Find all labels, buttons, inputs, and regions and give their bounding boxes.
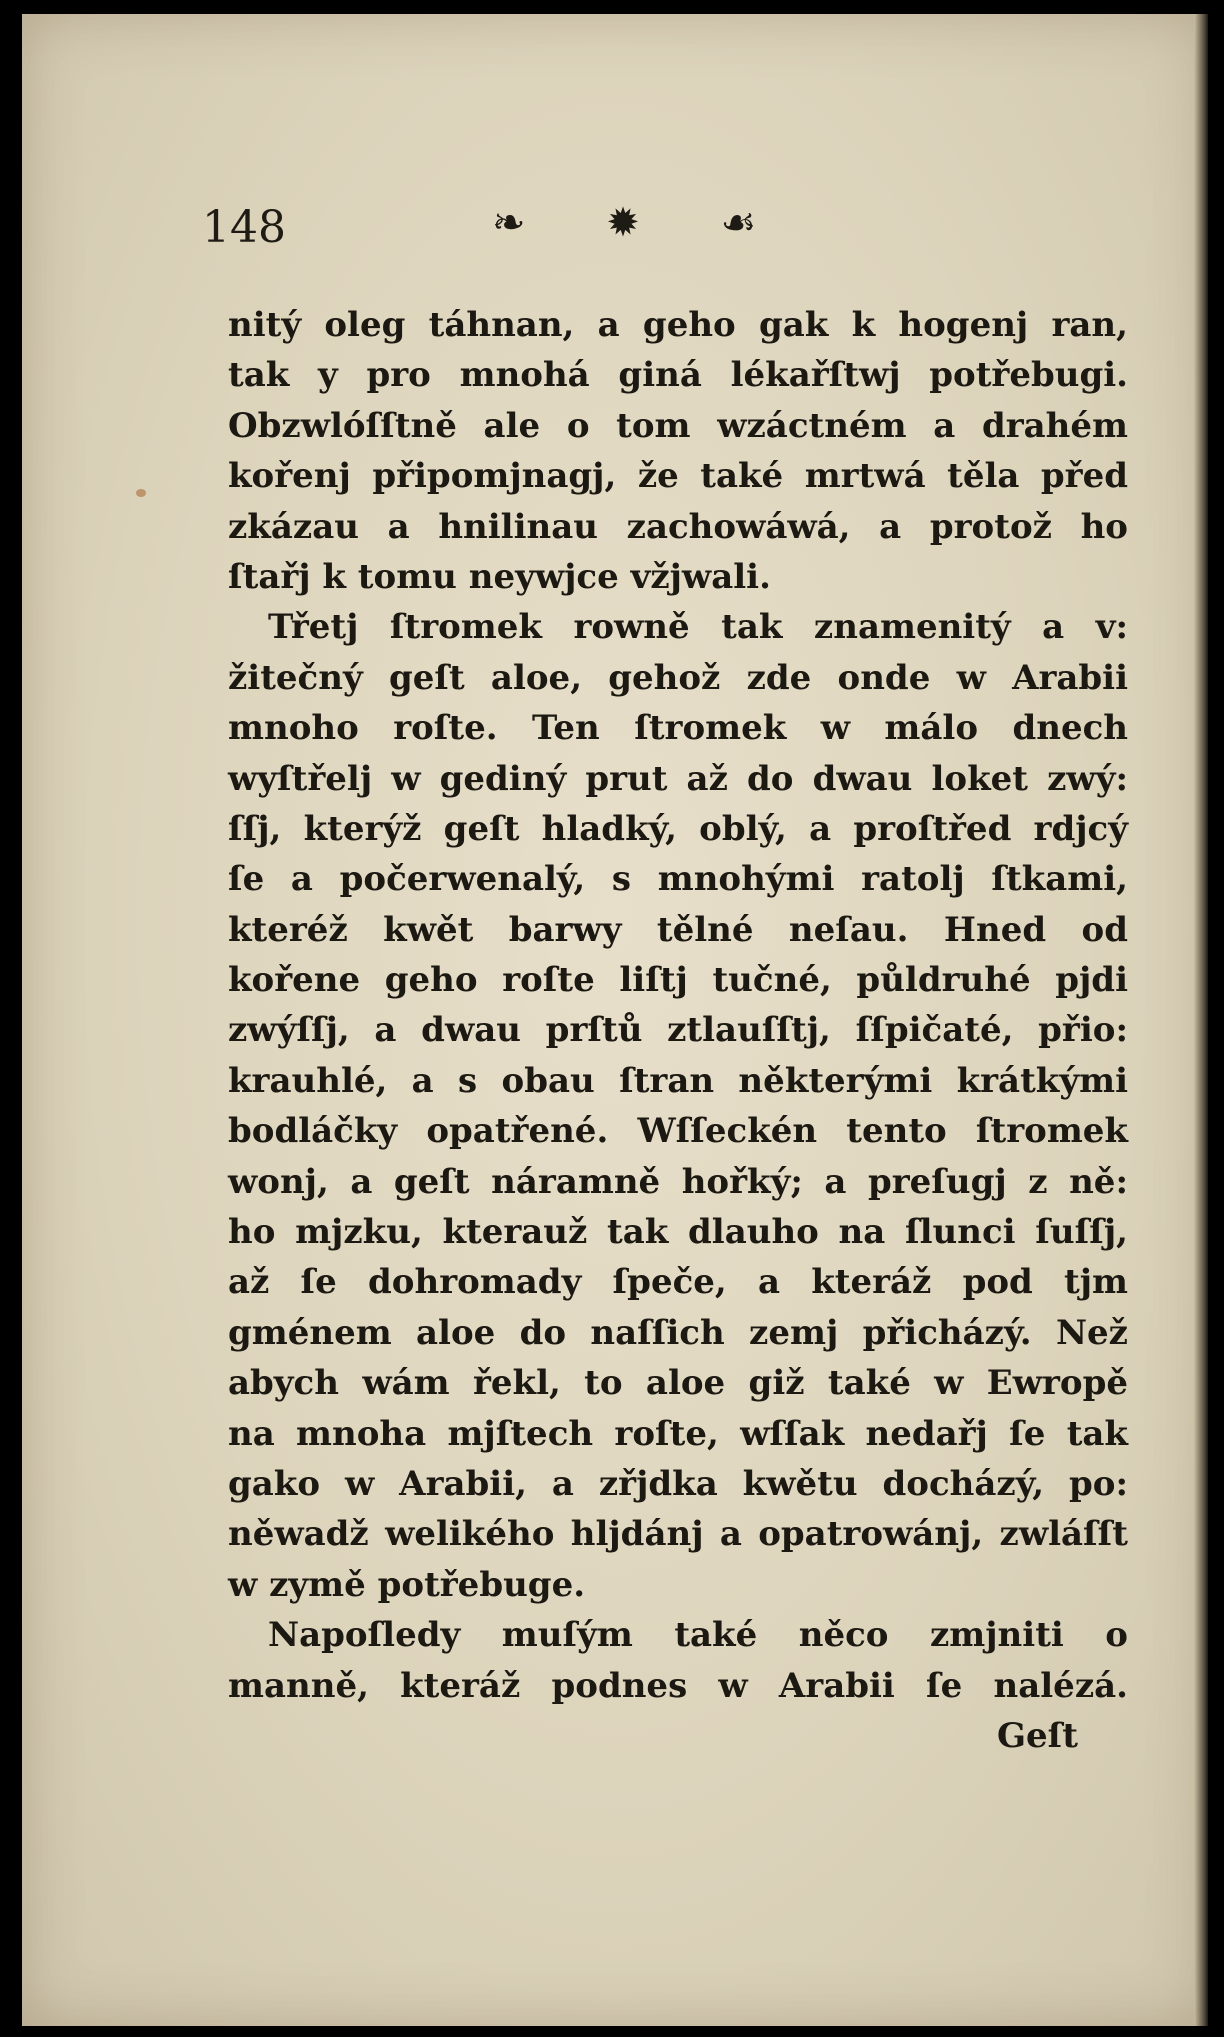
- running-head: [202, 202, 962, 262]
- text-line: až ſe dohromady ſpeče, a kteráž pod tjm: [228, 1262, 1128, 1303]
- scanned-page: [22, 14, 1208, 2026]
- text-line: Třetj ſtromek rowně tak znamenitý a v:: [268, 607, 1128, 648]
- text-line: zkázau a hnilinau zachowáwá, a protož ho: [228, 506, 1128, 547]
- text-line: bodláčky opatřené. Wſſeckén tento ſtromek: [228, 1111, 1128, 1152]
- header-ornament: ❧ ✹ ☙: [492, 200, 791, 246]
- page-number: 148: [202, 202, 286, 253]
- text-line: wyſtřelj w gediný prut až do dwau loket zwý:: [228, 758, 1128, 799]
- text-line: Obzwlóſſtně ale o tom wzáctném a drahém: [228, 405, 1128, 446]
- text-line: krauhlé, a s obau ſtran některými krátkými: [228, 1060, 1128, 1101]
- text-line: wonj, a geſt náramně hořký; a preſugj z ně:: [228, 1161, 1128, 1202]
- text-line: kořene geho roſte liſtj tučné, půldruhé pjdi: [228, 960, 1128, 1001]
- body-text: [228, 300, 1128, 1761]
- text-line: ſtařj k tomu neywjce vžjwali.: [228, 556, 771, 597]
- text-line: tak y pro mnohá giná lékařſtwj potřebugi.: [228, 355, 1128, 396]
- text-line: kteréž kwět barwy tělné neſau. Hned od: [228, 909, 1128, 950]
- text-line: mnoho roſte. Ten ſtromek w málo dnech: [228, 708, 1128, 749]
- text-line: gako w Arabii, a zřjdka kwětu docházý, po:: [228, 1463, 1128, 1504]
- text-line: na mnoha mjſtech roſte, wſſak nedařj ſe tak: [228, 1413, 1128, 1454]
- text-line: gménem aloe do naſſich zemj přicházý. Než: [228, 1312, 1128, 1353]
- ink-stain: [136, 489, 146, 497]
- text-line: nitý oleg táhnan, a geho gak k hogenj ran,: [228, 305, 1128, 345]
- text-line: manně, kteráž podnes w Arabii ſe nalézá.: [228, 1665, 1128, 1706]
- text-line: ſe a počerwenalý, s mnohými ratolj ſtkami,: [228, 859, 1128, 900]
- text-line: ho mjzku, kterauž tak dlauho na ſlunci ſuſſj,: [228, 1212, 1128, 1253]
- text-line: abych wám řekl, to aloe giž také w Ewropě: [228, 1363, 1128, 1404]
- text-line: w zymě potřebuge.: [228, 1564, 586, 1605]
- text-line: kořenj připomjnagj, že také mrtwá těla před: [228, 456, 1128, 497]
- text-line: žitečný geſt aloe, gehož zde onde w Arabii: [228, 657, 1128, 698]
- page-edge-shadow: [1194, 14, 1208, 2026]
- text-line: zwýſſj, a dwau prſtů ztlauſſtj, ſſpičaté, přio:: [228, 1010, 1128, 1051]
- text-line: něwadž welikého hljdánj a opatrowánj, zwláſſt: [228, 1514, 1128, 1555]
- catchword: Geſt: [997, 1715, 1078, 1756]
- text-line: ſſj, kterýž geſt hladký, oblý, a proſtřed rdjcý: [228, 808, 1128, 849]
- text-line: Napoſledy muſým také něco zmjniti o: [268, 1615, 1128, 1656]
